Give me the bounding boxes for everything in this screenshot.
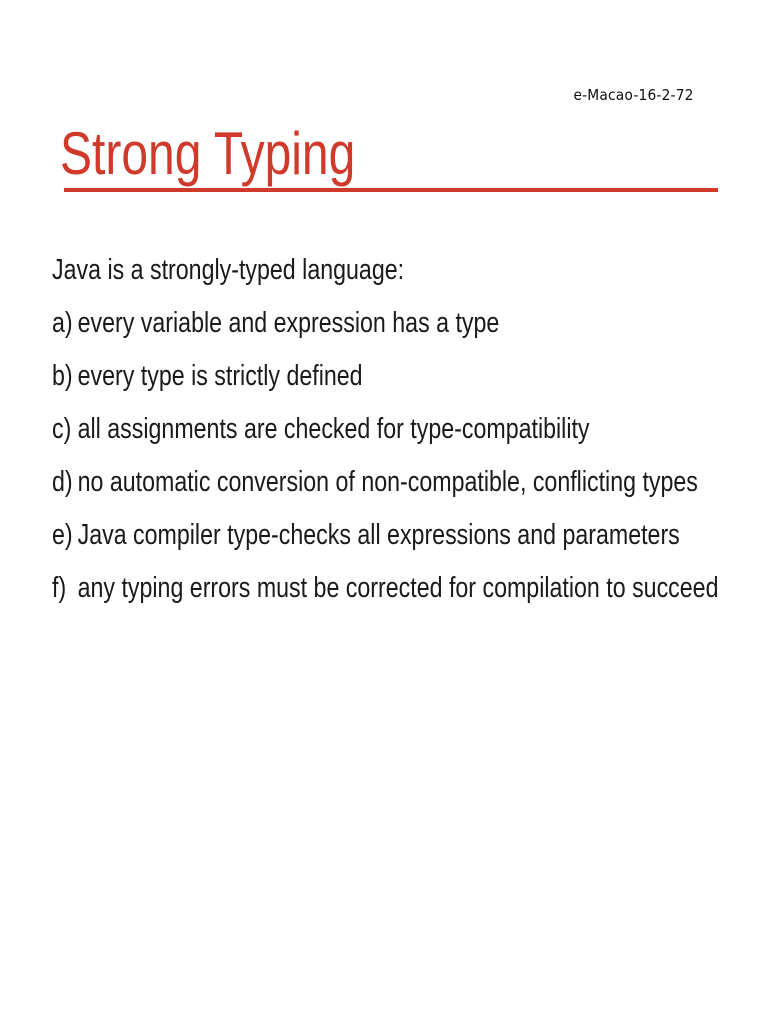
slide-body: [52, 244, 732, 615]
list-marker: c): [52, 413, 72, 445]
list-marker: b): [52, 360, 73, 392]
list-marker: a): [52, 307, 73, 339]
list-item: [52, 456, 732, 509]
title-underline: [64, 188, 718, 192]
list-marker: e): [52, 519, 73, 551]
list-marker: d): [52, 466, 73, 498]
list-item: [52, 509, 732, 562]
intro-text: Java is a strongly-typed language:: [52, 254, 405, 286]
list-item: [52, 350, 732, 403]
list-marker: f): [52, 572, 67, 604]
list-item-text: any typing errors must be corrected for compilation to succeed: [77, 572, 719, 604]
list-item-text: every type is strictly defined: [77, 360, 363, 392]
list-item: [52, 297, 732, 350]
slide-title: Strong Typing: [60, 120, 356, 187]
slide-id-label: e-Macao-16-2-72: [573, 86, 694, 104]
list-item: [52, 562, 732, 615]
list-item-text: all assignments are checked for type-compatibility: [77, 413, 590, 445]
list-item-text: every variable and expression has a type: [77, 307, 500, 339]
list-item-text: Java compiler type-checks all expressions and parameters: [77, 519, 680, 551]
list-item-text: no automatic conversion of non-compatible, conflicting types: [77, 466, 698, 498]
list-item: [52, 403, 732, 456]
